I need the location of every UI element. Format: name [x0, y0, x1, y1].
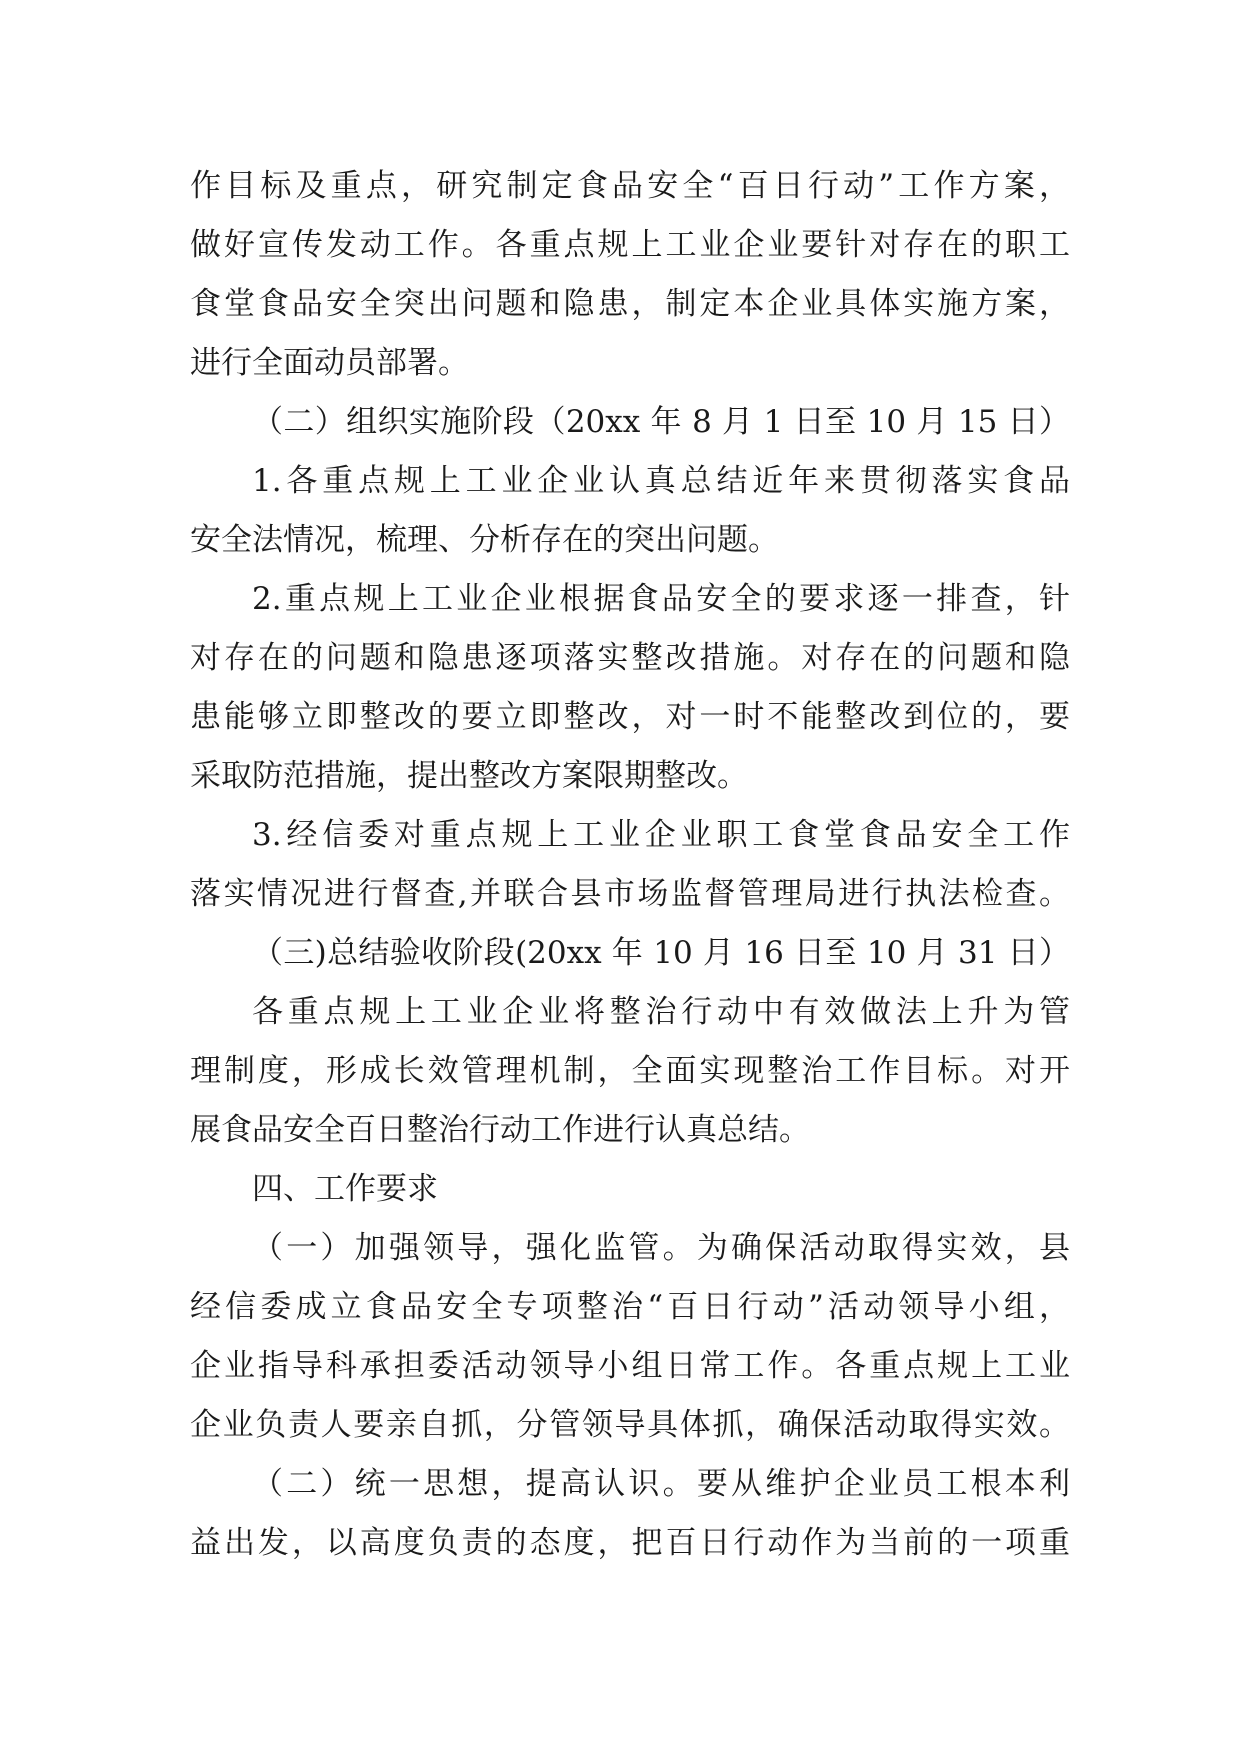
text-line: 对存在的问题和隐患逐项落实整改措施。对存在的问题和隐 [190, 640, 1070, 676]
text-line: 经信委成立食品安全专项整治“百日行动”活动领导小组， [190, 1289, 1070, 1325]
text-line: 患能够立即整改的要立即整改，对一时不能整改到位的，要 [190, 699, 1070, 735]
text-line: 益出发，以高度负责的态度，把百日行动作为当前的一项重 [190, 1525, 1070, 1561]
text-line: 采取防范措施，提出整改方案限期整改。 [190, 758, 748, 794]
text-line: 各重点规上工业企业将整治行动中有效做法上升为管 [252, 994, 1070, 1030]
section-heading: 四、工作要求 [252, 1171, 438, 1207]
text-line: 食堂食品安全突出问题和隐患，制定本企业具体实施方案， [190, 286, 1070, 322]
text-line: 3.经信委对重点规上工业企业职工食堂食品安全工作 [252, 817, 1070, 853]
text-line: 展食品安全百日整治行动工作进行认真总结。 [190, 1112, 810, 1148]
text-line: 落实情况进行督查,并联合县市场监督管理局进行执法检查。 [190, 876, 1070, 912]
text-line: 2.重点规上工业企业根据食品安全的要求逐一排查，针 [252, 581, 1070, 617]
text-line: 1.各重点规上工业企业认真总结近年来贯彻落实食品 [252, 463, 1070, 499]
text-line: 进行全面动员部署。 [190, 345, 469, 381]
text-line: 作目标及重点，研究制定食品安全“百日行动”工作方案， [190, 168, 1070, 204]
text-line: 安全法情况，梳理、分析存在的突出问题。 [190, 522, 779, 558]
text-line: 企业负责人要亲自抓，分管领导具体抓，确保活动取得实效。 [190, 1407, 1070, 1443]
section-heading: （三)总结验收阶段(20xx 年 10 月 16 日至 10 月 31 日） [252, 935, 1070, 971]
document-body [190, 157, 1070, 1573]
text-line: 企业指导科承担委活动领导小组日常工作。各重点规上工业 [190, 1348, 1070, 1384]
text-line: （二）统一思想，提高认识。要从维护企业员工根本利 [252, 1466, 1070, 1502]
text-line: 做好宣传发动工作。各重点规上工业企业要针对存在的职工 [190, 227, 1070, 263]
text-line: （一）加强领导，强化监管。为确保活动取得实效，县 [252, 1230, 1070, 1266]
section-heading: （二）组织实施阶段（20xx 年 8 月 1 日至 10 月 15 日） [252, 404, 1070, 440]
text-line: 理制度，形成长效管理机制，全面实现整治工作目标。对开 [190, 1053, 1070, 1089]
